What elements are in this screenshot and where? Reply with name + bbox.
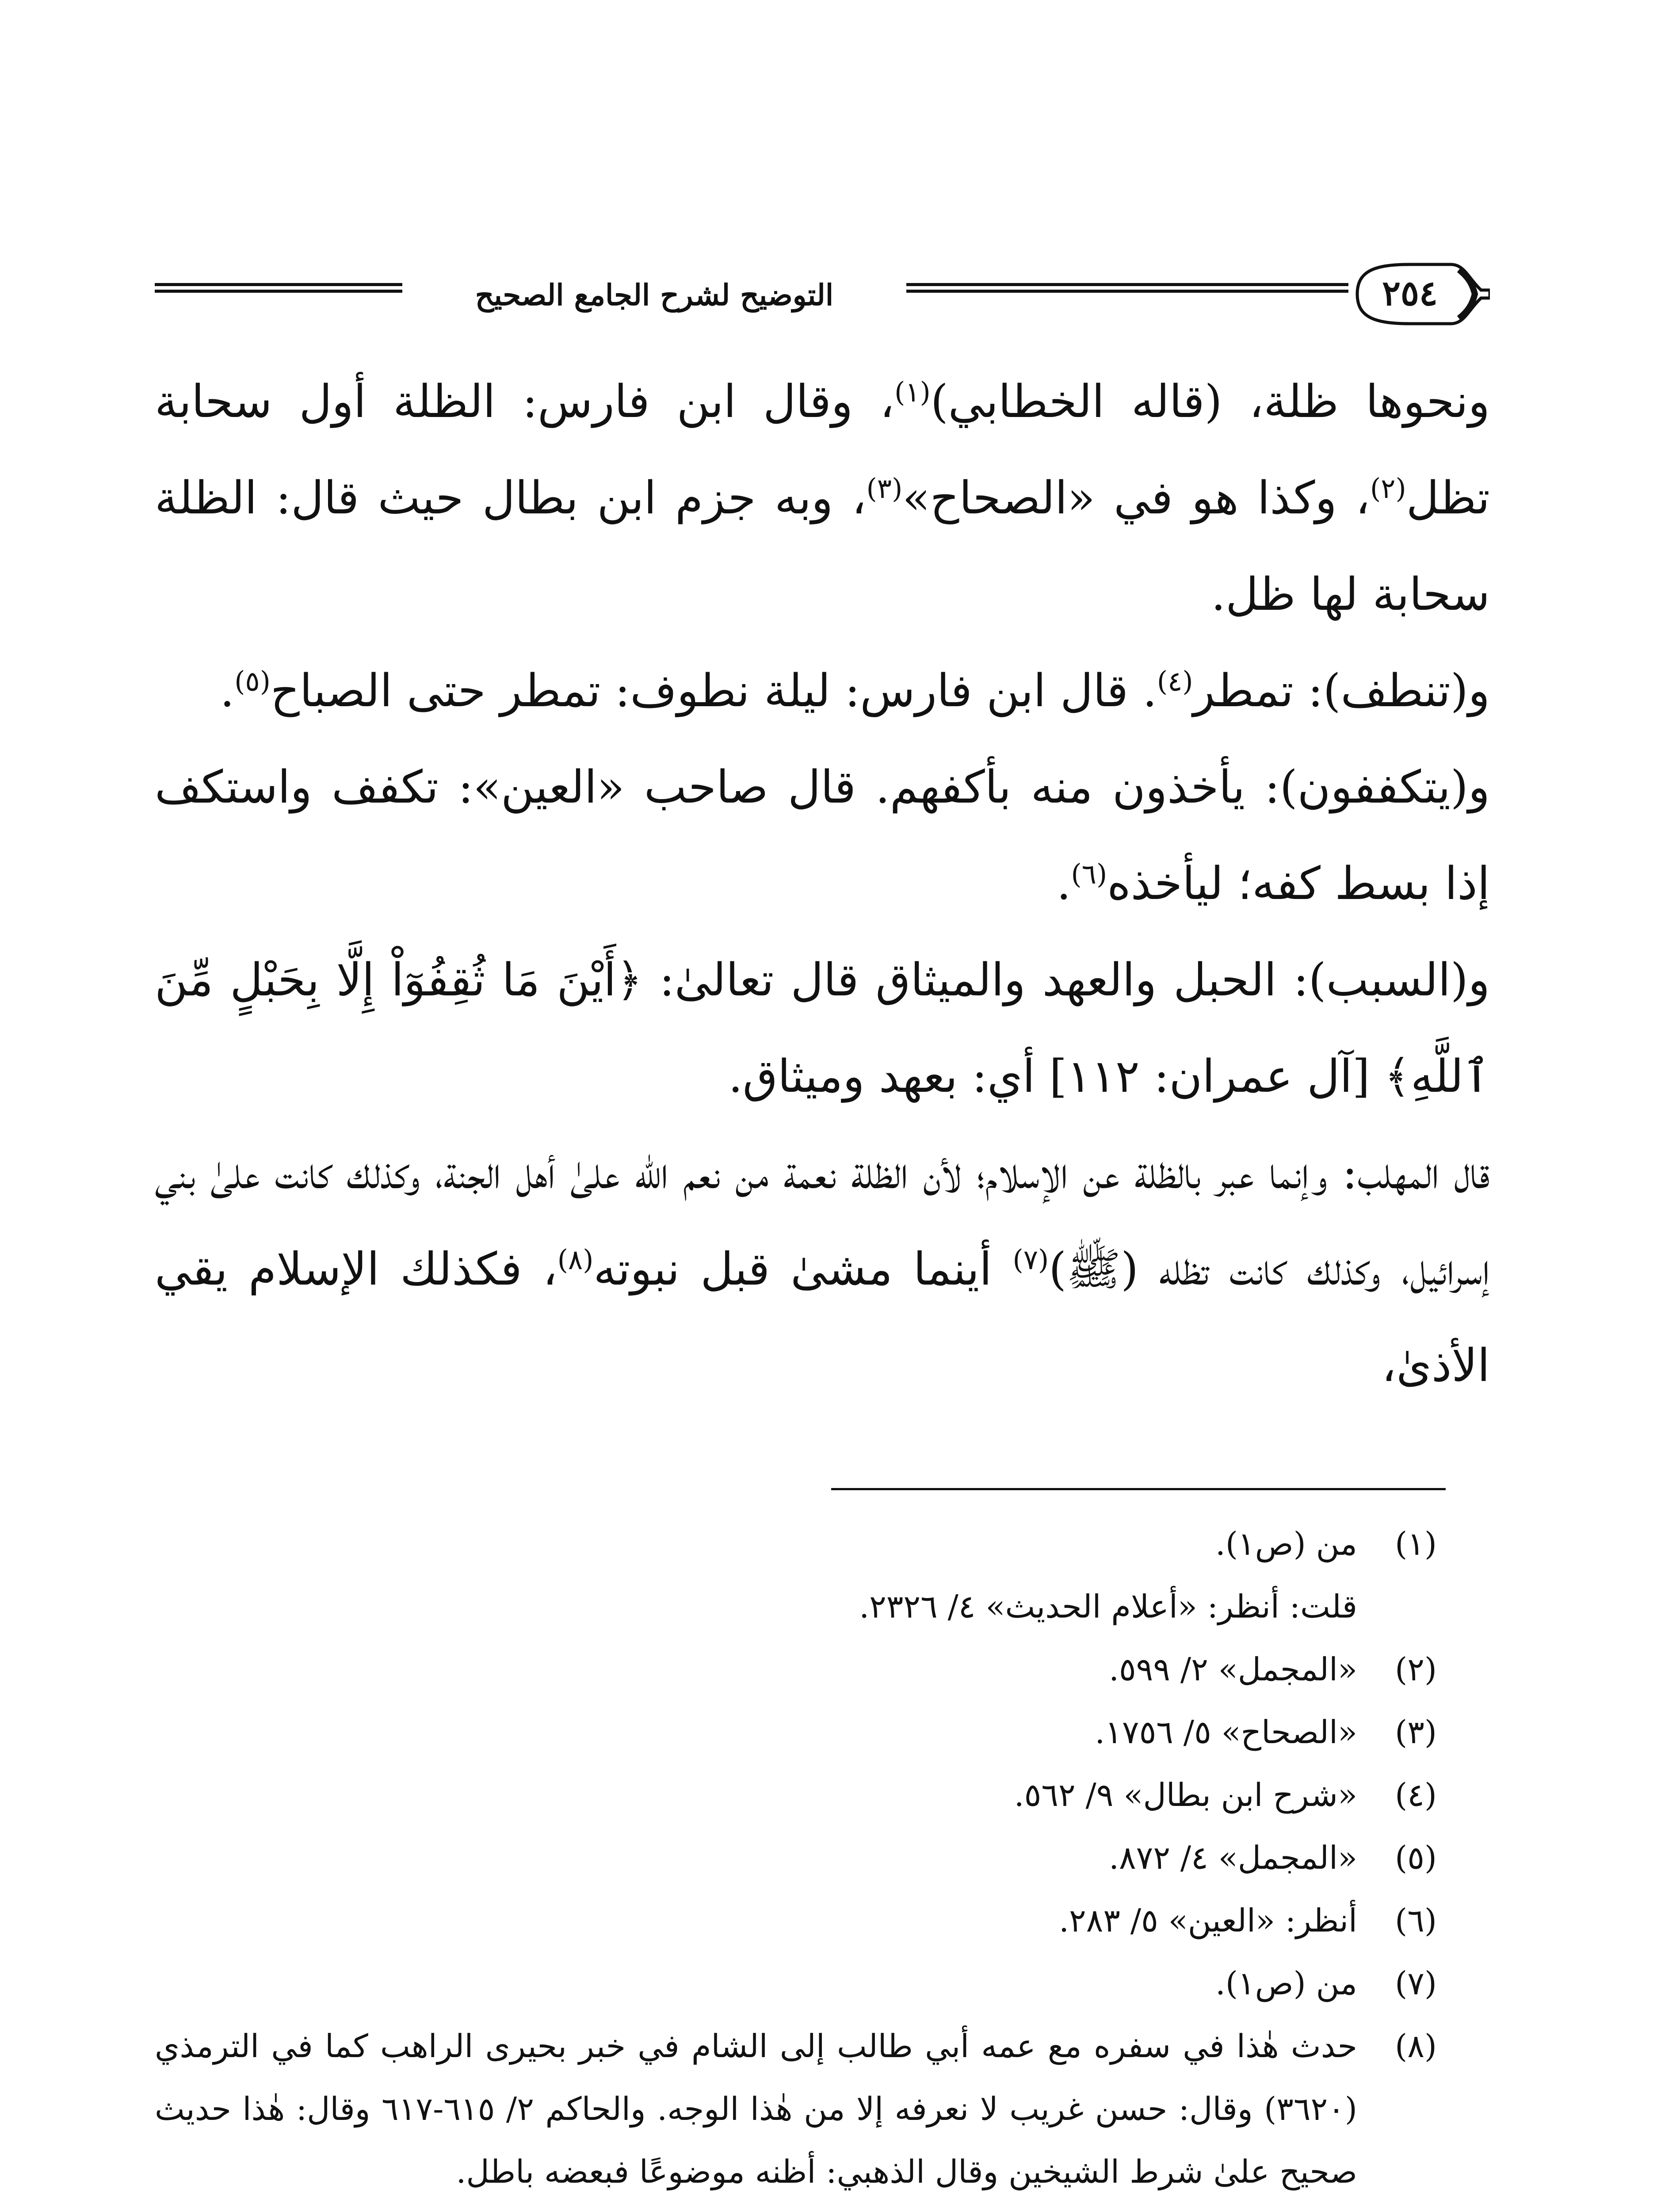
footnote-ref: (٦)	[1071, 858, 1107, 890]
running-header	[155, 261, 1490, 327]
text-run: ، وقال ابن فارس: الظلة أول سحابة تظل	[155, 375, 1490, 524]
text-run: .	[220, 665, 235, 717]
footnote-number: (٢)	[1395, 1651, 1437, 1688]
footnote-continuation	[155, 2203, 1437, 2211]
footnote-ref: (٥)	[234, 665, 271, 697]
paragraph-3	[155, 739, 1490, 932]
book-title: التوضيح لشرح الجامع الصحيح	[475, 278, 834, 312]
footnote-text: «شرح ابن بطال» ٩/ ٥٦٢.	[1014, 1776, 1357, 1813]
footnote-item	[155, 1512, 1437, 1575]
footnote-separator	[831, 1488, 1446, 1490]
footnote-text: أنظر: «العين» ٥/ ٢٨٣.	[1059, 1902, 1357, 1939]
footnote-text: «المجمل» ٢/ ٥٩٩.	[1109, 1651, 1357, 1688]
footnote-ref: (١)	[894, 376, 931, 408]
main-text	[155, 354, 1490, 1414]
footnote-number: (٧)	[1395, 1965, 1437, 2002]
footnote-ref: (٣)	[866, 472, 903, 505]
footnote-number: (١)	[1395, 1525, 1437, 1562]
footnote-item	[155, 1826, 1437, 1889]
footnote-ref: (٨)	[557, 1243, 594, 1276]
footnote-text: من (ص١).	[1215, 1525, 1357, 1562]
footnote-number: (٦)	[1395, 1902, 1437, 1939]
paragraph-1	[155, 354, 1490, 643]
text-run: ونحوها ظلة، (قاله الخطابي)	[930, 375, 1490, 428]
paragraph-5	[155, 1125, 1490, 1414]
footnote-text: «الصحاح» ٥/ ١٧٥٦.	[1095, 1714, 1357, 1751]
header-rule-middle	[906, 283, 1348, 293]
footnote-number: (٤)	[1395, 1776, 1437, 1813]
text-run: ، وبه جزم ابن بطال حيث قال: الظلة سحابة لها ظل.	[155, 472, 1490, 621]
footnote-number: (٣)	[1395, 1714, 1437, 1751]
footnote-number: (٥)	[1395, 1839, 1437, 1876]
text-run: و(يتكففون): يأخذون منه بأكفهم. قال صاحب «العين»: تكفف واستكف إذا بسط كفه؛ ليأخذه	[155, 761, 1490, 910]
header-rule-left	[155, 283, 402, 293]
footnote-item	[155, 2015, 1437, 2203]
footnote-text: من (ص١).	[1215, 1965, 1357, 2002]
paragraph-4	[155, 932, 1490, 1125]
footnote-number: (٨)	[1395, 2027, 1437, 2065]
footnote-ref: (٢)	[1370, 472, 1406, 505]
page-number-badge	[1348, 261, 1490, 327]
text-run: و(السبب): الحبل والعهد والميثاق قال تعالىٰ: ﴿أَيْنَ مَا ثُقِفُوٓاْ إِلَّا بِحَبْلٍ مِّنَ ٱللَّهِ﴾ [آل عمران: ١١٢] أي: بعهد وميثاق.	[155, 954, 1490, 1103]
text-run: .	[1057, 857, 1071, 910]
footnote-item	[155, 1889, 1437, 1952]
text-run: قال المهلب: وإنما عبر بالظلة عن الإسلام؛ لأن الظلة نعمة من نعم الله علىٰ أهل الجنة، وكذلك كانت علىٰ بني إسرائيل، وكذلك كانت تظله (ﷺ)	[155, 1147, 1490, 1296]
text-run: ، فكذلك الإسلام يقي الأذىٰ،	[155, 1243, 1490, 1392]
paragraph-2	[155, 643, 1490, 739]
footnote-item	[155, 1763, 1437, 1826]
footnote-continuation: قلت: أنظر: «أعلام الحديث» ٤/ ٢٣٢٦.	[859, 1588, 1357, 1625]
footnote-ref: (٤)	[1157, 665, 1193, 697]
footnotes	[155, 1512, 1437, 2211]
page-number: ٢٥٤	[1382, 273, 1438, 314]
footnote-text: «المجمل» ٤/ ٨٧٢.	[1109, 1839, 1357, 1876]
text-run: و(تنطف): تمطر	[1193, 665, 1490, 717]
footnote-item	[155, 1638, 1437, 1701]
text-run: ، وكذا هو في «الصحاح»	[902, 472, 1370, 524]
text-run: أينما مشىٰ قبل نبوته	[593, 1243, 1013, 1296]
footnote-text: حدث هٰذا في سفره مع عمه أبي طالب إلى الشام في خبر بحيرى الراهب كما في الترمذي (٣٦٢٠) وقال: حسن غريب لا نعرفه إلا من هٰذا الوجه. والحاكم ٢/ ٦١٥-٦١٧ وقال: هٰذا حديث صحيح علىٰ شرط الشيخين وقال الذهبي: أظنه موضوعًا فبعضه باطل.	[155, 2027, 1357, 2190]
footnote-item	[155, 1701, 1437, 1763]
footnote-ref: (٧)	[1012, 1243, 1049, 1276]
text-run: . قال ابن فارس: ليلة نطوف: تمطر حتى الصباح	[270, 665, 1157, 717]
footnote-item	[155, 1952, 1437, 2015]
